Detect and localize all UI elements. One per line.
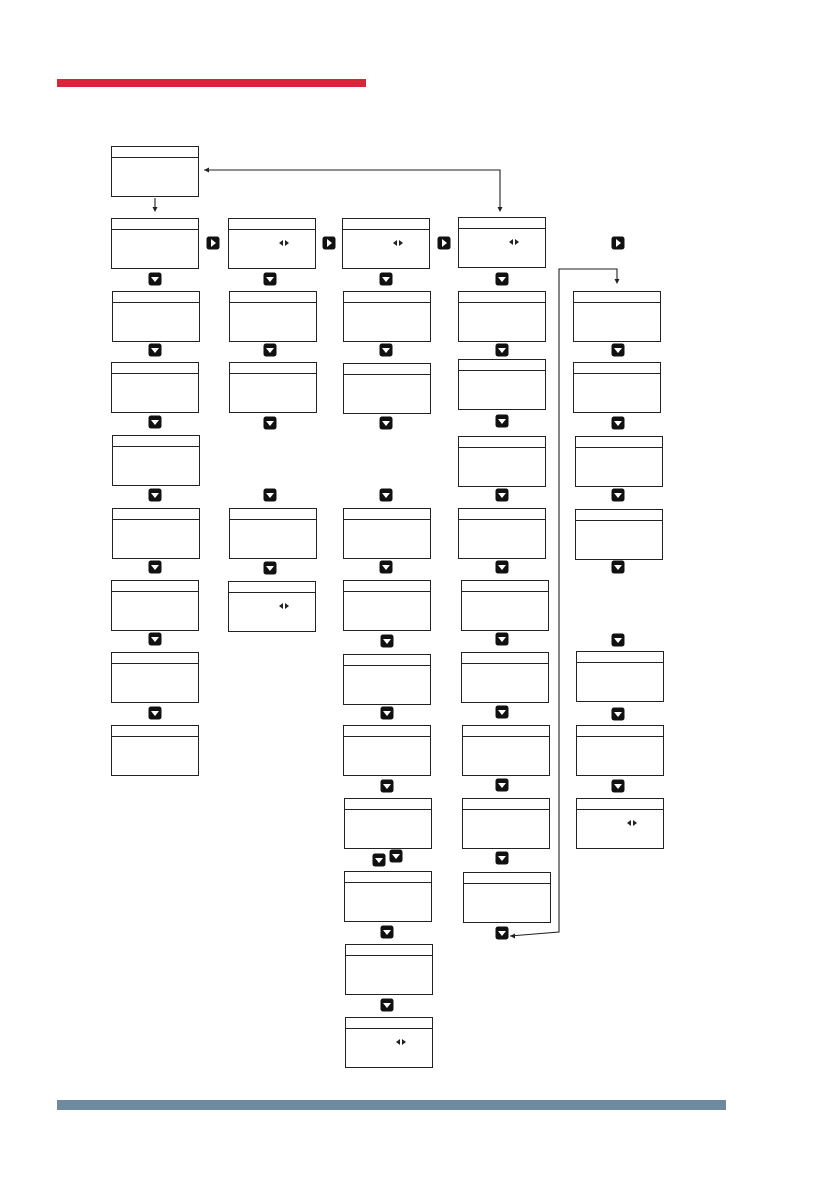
down-arrow-button-icon[interactable] [149,273,162,286]
menu-screen-c4-10 [464,873,551,923]
screen-frame [344,726,431,776]
down-arrow-button-icon[interactable] [381,780,394,793]
menu-screen-c4-7 [462,653,549,703]
down-arrow-button-icon[interactable] [380,273,393,286]
menu-screen-c5-4 [576,510,663,560]
menu-screen-c1-2 [113,292,200,342]
down-arrow-button-icon[interactable] [149,416,162,429]
menu-screen-c3-9 [345,872,432,922]
screen-frame [344,292,431,342]
menu-screen-c2-3 [230,363,317,413]
menu-screen-c4-6 [462,581,549,631]
down-arrow-button-icon[interactable] [612,708,625,721]
menu-screen-c2-1 [229,219,316,269]
menu-screen-c3-3 [344,364,431,414]
down-arrow-button-icon[interactable] [496,561,509,574]
menu-screen-c3-5 [344,581,431,631]
down-arrow-button-icon[interactable] [264,417,277,430]
menu-screen-c4-9 [463,799,550,849]
menu-screen-c4-2 [459,292,546,342]
down-arrow-button-icon[interactable] [380,489,393,502]
down-arrow-button-icon[interactable] [381,635,394,648]
down-arrow-button-icon[interactable] [264,489,277,502]
menu-screen-c2-2 [230,292,317,342]
down-arrow-button-icon[interactable] [149,561,162,574]
menu-screen-c3-4 [344,509,431,559]
screen-frame [113,509,200,559]
down-arrow-button-icon[interactable] [612,561,625,574]
arrowhead-root-left [204,168,209,173]
screen-frame [459,292,546,342]
down-arrow-button-icon[interactable] [149,633,162,646]
menu-screen-c1-5 [113,509,200,559]
menu-screen-c1-1 [112,219,199,269]
down-arrow-button-icon[interactable] [612,489,625,502]
menu-screen-c3-2 [344,292,431,342]
footer-bar [57,1100,726,1110]
down-arrow-button-icon[interactable] [612,344,625,357]
right-arrow-button-icon[interactable] [438,237,451,250]
down-arrow-button-icon[interactable] [390,850,403,863]
screen-frame [577,799,664,849]
screen-frame [112,581,199,631]
screen-frame [344,655,431,705]
down-arrow-button-icon[interactable] [496,706,509,719]
down-arrow-button-icon[interactable] [496,852,509,865]
down-arrow-button-icon[interactable] [496,779,509,792]
down-arrow-button-icon[interactable] [380,561,393,574]
menu-screen-c5-3 [576,437,663,487]
right-arrow-button-icon[interactable] [323,237,336,250]
screen-frame [112,653,199,703]
screen-frame [229,582,316,632]
down-arrow-button-icon[interactable] [373,854,386,867]
right-arrow-button-icon[interactable] [207,237,220,250]
menu-screen-c2-5 [229,582,316,632]
menu-screen-c4-3 [459,360,546,410]
menu-screen-c5-7 [577,799,664,849]
menu-screen-c1-8 [112,726,199,776]
arrowhead-root-down [153,207,158,212]
down-arrow-button-icon[interactable] [381,926,394,939]
menu-screen-c3-7 [344,726,431,776]
down-arrow-button-icon[interactable] [264,344,277,357]
menu-screen-c4-1 [459,218,546,268]
down-arrow-button-icon[interactable] [380,344,393,357]
connector-root-to-column-4 [204,170,500,211]
down-arrow-button-icon[interactable] [612,634,625,647]
right-arrow-button-icon[interactable] [612,237,625,250]
menu-screen-c3-8 [345,799,432,849]
menu-screen-c5-1 [574,292,661,342]
menu-screen-c5-5 [577,652,664,702]
screen-frame [459,509,546,559]
menu-screen-c3-10 [346,945,433,995]
screen-frame [464,873,551,923]
screen-frame [344,581,431,631]
screen-frame [346,945,433,995]
menu-screen-c3-6 [344,655,431,705]
menu-screen-c5-6 [577,726,664,776]
screen-frame [230,509,317,559]
menu-screen-c1-3 [112,363,199,413]
down-arrow-button-icon[interactable] [264,562,277,575]
screen-frame [230,292,317,342]
screen-frame [577,726,664,776]
down-arrow-button-icon[interactable] [380,417,393,430]
down-arrow-button-icon[interactable] [381,707,394,720]
menu-screen-c1-6 [112,581,199,631]
down-arrow-button-icon[interactable] [381,999,394,1012]
screen-frame [463,726,550,776]
screen-frame [229,219,316,269]
screen-frame [459,360,546,410]
screen-frame [574,292,661,342]
menu-screen-c3-1 [343,219,430,269]
screen-frame [459,218,546,268]
down-arrow-button-icon[interactable] [496,415,509,428]
menu-screen-c4-4 [459,437,546,487]
screen-frame [112,219,199,269]
screen-frame [574,363,661,413]
screen-frame [346,1018,433,1068]
menu-screen-c4-8 [463,726,550,776]
screen-frame [344,509,431,559]
header-accent-bar [57,79,366,87]
menu-screen-c1-7 [112,653,199,703]
screen-frame [576,510,663,560]
menu-screen-c4-5 [459,509,546,559]
screen-frame [343,219,430,269]
down-arrow-button-icon[interactable] [496,344,509,357]
screen-frame [345,872,432,922]
down-arrow-button-icon[interactable] [149,489,162,502]
screen-frame [112,363,199,413]
screen-frame [577,652,664,702]
down-arrow-button-icon[interactable] [149,344,162,357]
menu-screen-c3-11 [346,1018,433,1068]
screen-frame [463,799,550,849]
down-arrow-button-icon[interactable] [496,273,509,286]
menu-screen-c5-2 [574,363,661,413]
menu-screen-root [112,147,199,197]
screen-frame [230,363,317,413]
screen-frame [462,653,549,703]
down-arrow-button-icon[interactable] [612,780,625,793]
down-arrow-button-icon[interactable] [496,489,509,502]
screen-frame [113,292,200,342]
screen-frame [344,364,431,414]
arrowhead-column-4-down [498,207,503,212]
screen-frame [345,799,432,849]
down-arrow-button-icon[interactable] [496,633,509,646]
screen-frame [112,147,199,197]
arrowhead-column-5-down [615,279,620,284]
down-arrow-button-icon[interactable] [264,273,277,286]
screen-frame [112,726,199,776]
menu-screen-c2-4 [230,509,317,559]
screen-frame [576,437,663,487]
screen-frame [113,436,200,486]
screen-frame [462,581,549,631]
arrowhead-return-left [510,934,515,939]
screen-frame [459,437,546,487]
down-arrow-button-icon[interactable] [496,927,509,940]
menu-screen-c1-4 [113,436,200,486]
down-arrow-button-icon[interactable] [612,417,625,430]
down-arrow-button-icon[interactable] [149,707,162,720]
